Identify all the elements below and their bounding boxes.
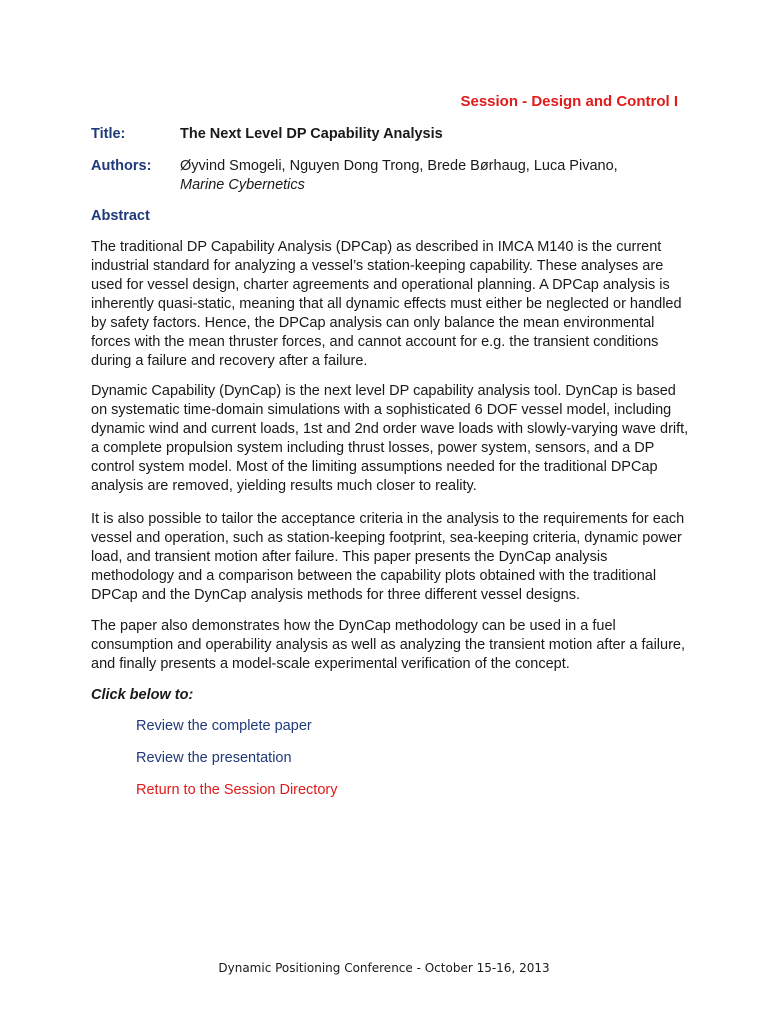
author-names: Øyvind Smogeli, Nguyen Dong Trong, Brede Børhaug, Luca Pivano, [180,158,618,174]
authors-label: Authors: [91,158,152,174]
author-affiliation: Marine Cybernetics [180,177,305,193]
paper-title: The Next Level DP Capability Analysis [180,126,443,142]
abstract-paragraph-1: The traditional DP Capability Analysis (DPCap) as described in IMCA M140 is the current industrial standard for analyzing a vessel’s station-keeping capability. These analyses are used for vessel design, charter agreements and operational planning. A DPCap analysis is inherently quasi-static, meaning that all dynamic effects must either be neglected or handled by safety factors. Hence, the DPCap analysis can only balance the mean environmental forces with the mean thruster forces, and cannot account for e.g. the transient conditions during a failure and recovery after a failure. [91,239,682,369]
page-footer: Dynamic Positioning Conference - October 15-16, 2013 [218,961,550,975]
abstract-heading: Abstract [91,208,150,224]
abstract-paragraph-3: It is also possible to tailor the acceptance criteria in the analysis to the requirements for each vessel and operation, such as station-keeping footprint, sea-keeping criteria, dynamic power load, and transient motion after failure. This paper presents the DynCap analysis methodology and a comparison between the capability plots obtained with the traditional DPCap and the DynCap analysis methods for three different vessel designs. [91,511,685,603]
review-paper-link[interactable]: Review the complete paper [136,718,312,734]
click-below-heading: Click below to: [91,687,194,703]
abstract-paragraph-4: The paper also demonstrates how the DynCap methodology can be used in a fuel consumption and operability analysis as well as analyzing the transient motion after a failure, and finally presents a model-scale experimental verification of the concept. [91,618,686,672]
title-label: Title: [91,126,126,142]
return-directory-link[interactable]: Return to the Session Directory [136,782,338,798]
review-presentation-link[interactable]: Review the presentation [136,750,292,766]
session-heading: Session - Design and Control I [460,93,678,110]
abstract-paragraph-2: Dynamic Capability (DynCap) is the next level DP capability analysis tool. DynCap is based on systematic time-domain simulations with a sophisticated 6 DOF vessel model, including dynamic wind and current loads, 1st and 2nd order wave loads with slowly-varying wave drift, a complete propulsion system including thrust losses, power system, sensors, and a DP control system model. Most of the limiting assumptions needed for the traditional DPCap analysis are removed, yielding results much closer to reality. [91,383,689,494]
